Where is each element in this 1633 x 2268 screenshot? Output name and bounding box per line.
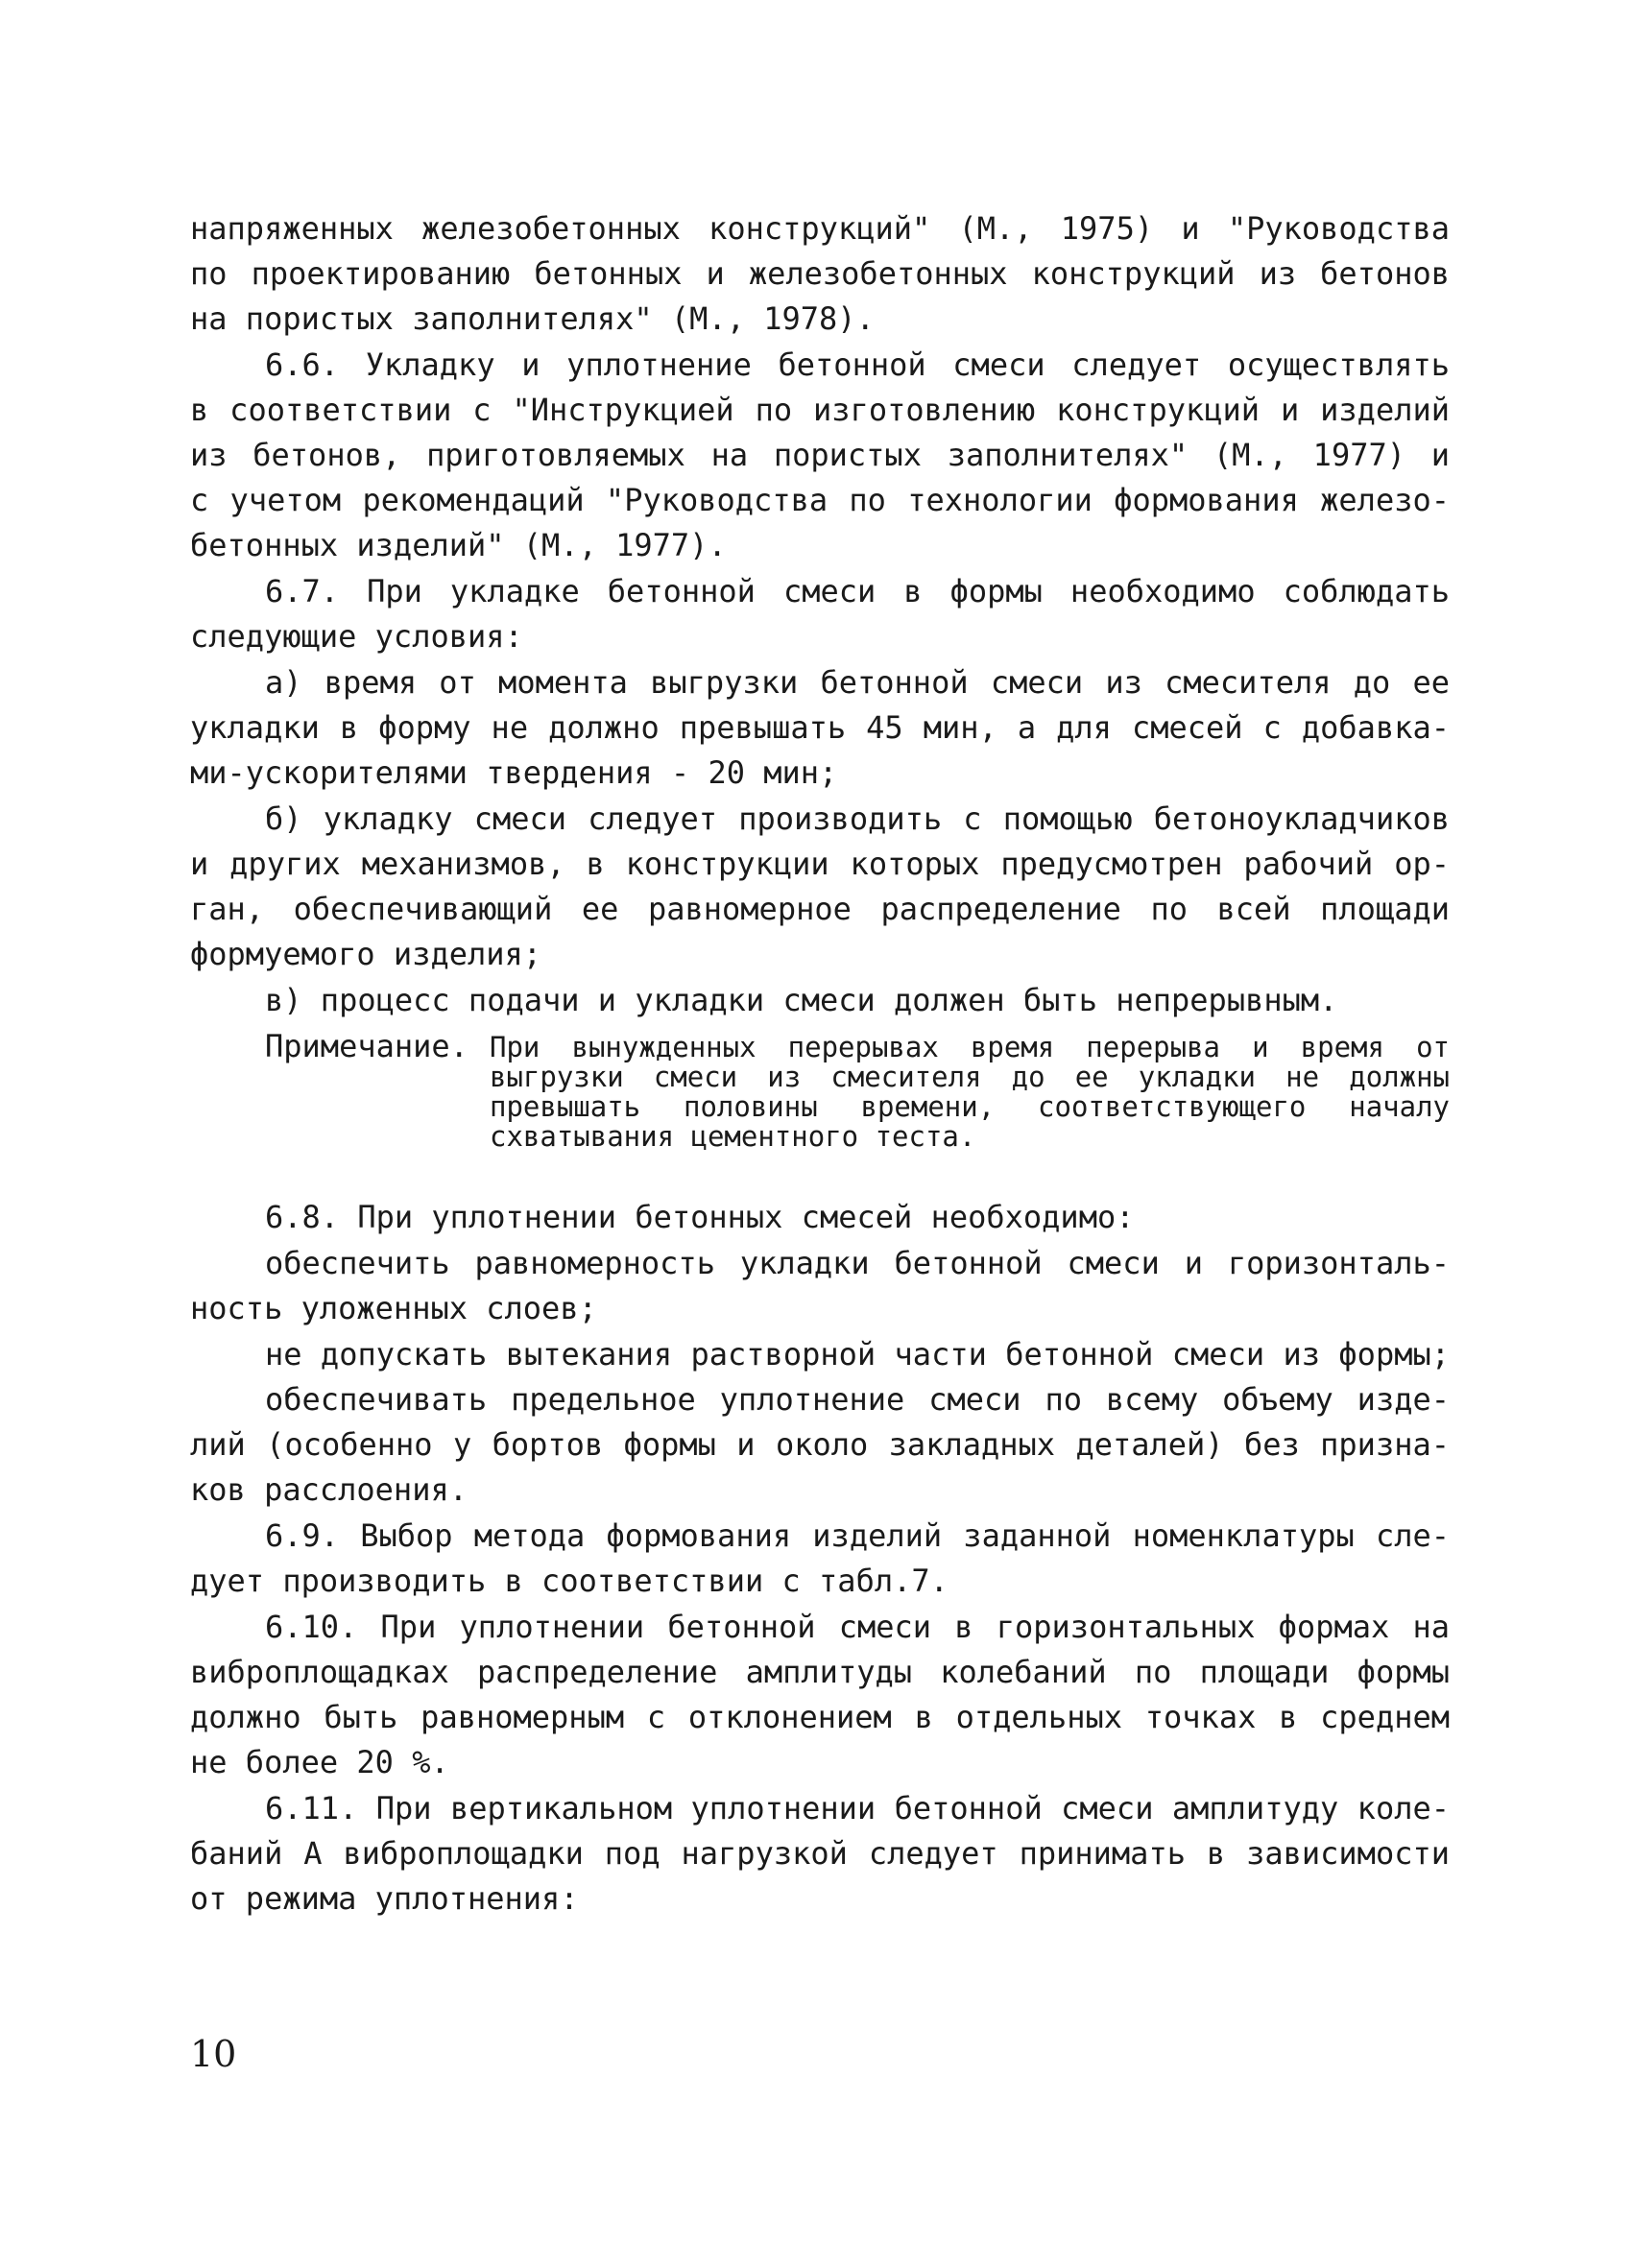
paragraph-6-9-start: 6.9. Выбор метода формования изделий заданной номенклатуры сле- <box>265 1517 1450 1554</box>
list-item-v: в) процесс подачи и укладки смеси должен быть непрерывным. <box>265 982 1338 1018</box>
page-number: 10 <box>190 2033 237 2075</box>
text-line: из бетонов, приготовляемых на пористых заполнителях" (М., 1977) и <box>190 437 1450 473</box>
text-line: обеспечивать предельное уплотнение смеси по всему объему изде- <box>265 1381 1450 1418</box>
text-line: ми-ускорителями твердения - 20 мин; <box>190 754 838 791</box>
text-line: на пористых заполнителях" (М., 1978). <box>190 300 875 337</box>
text-line: ков расслоения. <box>190 1471 468 1508</box>
text-line: бетонных изделий" (М., 1977). <box>190 527 727 563</box>
text-line: обеспечить равномерность укладки бетонной смеси и горизонталь- <box>265 1245 1450 1281</box>
text-line: ность уложенных слоев; <box>190 1290 597 1326</box>
note-line: схватывания цементного теста. <box>490 1120 976 1153</box>
note-line: При вынужденных перерывах время перерыва и время от <box>490 1031 1450 1063</box>
text-line: от режима уплотнения: <box>190 1880 579 1917</box>
paragraph-6-11-start: 6.11. При вертикальном уплотнении бетонной смеси амплитуду коле- <box>265 1790 1450 1826</box>
text-line: следующие условия: <box>190 618 523 655</box>
text-line: формуемого изделия; <box>190 936 542 972</box>
paragraph-6-8-start: 6.8. При уплотнении бетонных смесей необходимо: <box>265 1199 1135 1235</box>
note-label: Примечание. <box>265 1028 468 1064</box>
text-line: ган, обеспечивающий ее равномерное распределение по всей площади <box>190 891 1450 927</box>
text-line: виброплощадках распределение амплитуды колебаний по площади формы <box>190 1654 1450 1690</box>
note-line: превышать половины времени, соответствующего началу <box>490 1090 1450 1123</box>
list-item-a: а) время от момента выгрузки бетонной смеси из смесителя до ее <box>265 664 1450 701</box>
text-line: баний A виброплощадки под нагрузкой следует принимать в зависимости <box>190 1835 1450 1872</box>
text-line: дует производить в соответствии с табл.7. <box>190 1563 949 1599</box>
list-item-b: б) укладку смеси следует производить с помощью бетоноукладчиков <box>265 800 1450 837</box>
paragraph-6-7-start: 6.7. При укладке бетонной смеси в формы необходимо соблюдать <box>265 573 1450 609</box>
text-line: и других механизмов, в конструкции которых предусмотрен рабочий ор- <box>190 846 1450 882</box>
text-line: укладки в форму не должно превышать 45 мин, а для смесей с добавка- <box>190 709 1450 746</box>
text-line: с учетом рекомендаций "Руководства по технологии формования железо- <box>190 482 1450 518</box>
paragraph-6-10-start: 6.10. При уплотнении бетонной смеси в горизонтальных формах на <box>265 1609 1450 1645</box>
text-line: не более 20 %. <box>190 1744 449 1780</box>
text-line: в соответствии с "Инструкцией по изготовлению конструкций и изделий <box>190 392 1450 428</box>
paragraph-6-6-start: 6.6. Укладку и уплотнение бетонной смеси следует осуществлять <box>265 346 1450 383</box>
text-line: по проектированию бетонных и железобетонных конструкций из бетонов <box>190 255 1450 292</box>
text-line: лий (особенно у бортов формы и около закладных деталей) без призна- <box>190 1426 1450 1463</box>
text-line: не допускать вытекания растворной части бетонной смеси из формы; <box>265 1336 1450 1373</box>
note-line: выгрузки смеси из смесителя до ее укладки не должны <box>490 1061 1450 1093</box>
text-line: должно быть равномерным с отклонением в отдельных точках в среднем <box>190 1699 1450 1735</box>
text-line: напряженных железобетонных конструкций" (М., 1975) и "Руководства <box>190 210 1450 247</box>
